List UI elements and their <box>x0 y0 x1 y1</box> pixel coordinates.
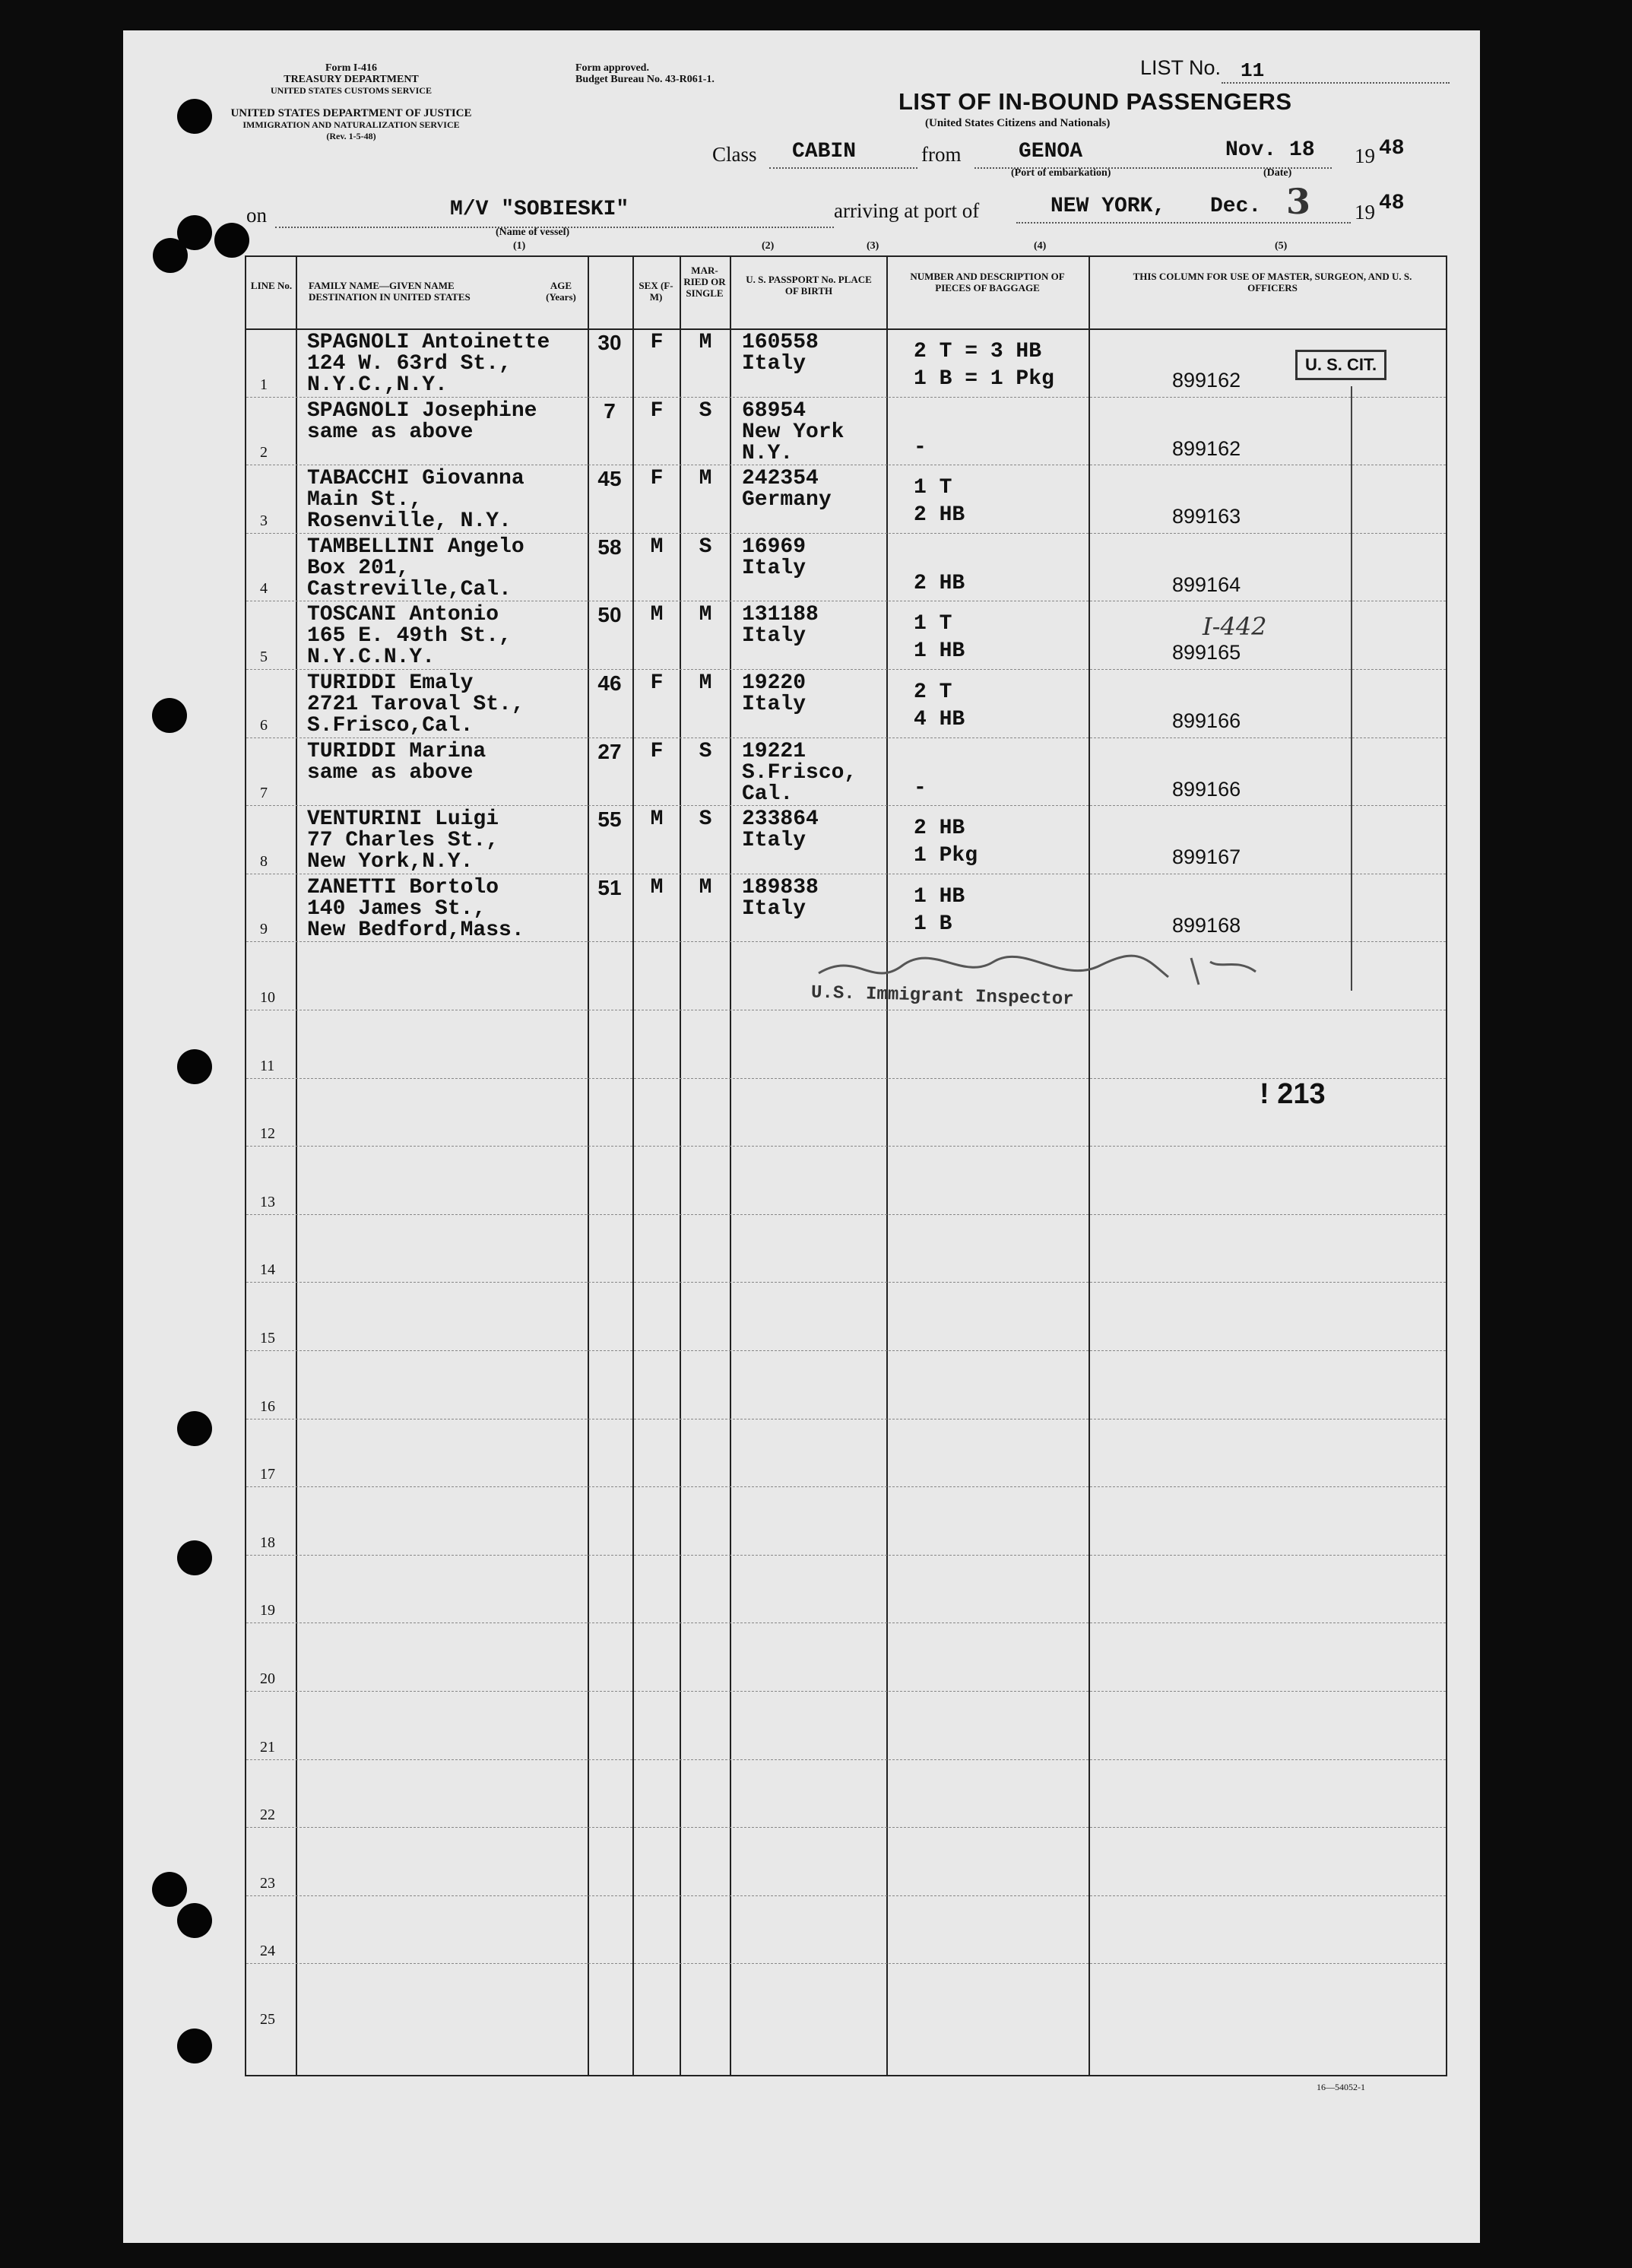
passport-number: 16969 <box>742 534 806 559</box>
line-number: 1 <box>260 376 268 393</box>
col-num-5: (5) <box>1275 240 1288 252</box>
passenger-marital-status: M <box>699 875 712 899</box>
page-subtitle: (United States Citizens and Nationals) <box>925 117 1111 129</box>
passenger-sex: M <box>650 603 664 627</box>
line-number: 4 <box>260 580 268 598</box>
line-number: 8 <box>260 852 268 870</box>
place-of-birth: Germany <box>742 488 832 512</box>
line-number: 9 <box>260 921 268 938</box>
officer-number: 899166 <box>1172 777 1241 801</box>
date-note: (Date) <box>1263 167 1292 179</box>
passenger-address-city: Castreville,Cal. <box>307 577 512 601</box>
arriving-label: arriving at port of <box>834 199 980 222</box>
ins-label: IMMIGRATION AND NATURALIZATION SERVICE <box>242 119 460 130</box>
arrival-month: Dec. <box>1210 195 1262 218</box>
customs-label: UNITED STATES CUSTOMS SERVICE <box>271 85 432 96</box>
binder-hole <box>152 698 187 733</box>
passenger-address: 124 W. 63rd St., <box>307 352 512 376</box>
baggage-line-2: 1 B <box>914 912 952 936</box>
class-line <box>769 167 917 169</box>
passenger-name: SPAGNOLI Antoinette <box>307 331 550 354</box>
officer-number: 899163 <box>1172 505 1241 528</box>
officer-number: 899168 <box>1172 913 1241 937</box>
passenger-address: 2721 Taroval St., <box>307 693 524 716</box>
line-number: 14 <box>260 1261 275 1279</box>
row-rule <box>246 1282 1446 1283</box>
passenger-marital-status: S <box>699 807 712 832</box>
officer-number: 899162 <box>1172 369 1241 392</box>
passenger-marital-status: S <box>699 398 712 423</box>
baggage-line-2: 2 HB <box>914 503 965 528</box>
line-number: 22 <box>260 1806 275 1824</box>
col-divider-married <box>730 257 731 2075</box>
line-number: 17 <box>260 1466 275 1483</box>
passenger-age: 58 <box>597 534 622 559</box>
row-rule <box>246 1214 1446 1215</box>
passenger-marital-status: M <box>699 331 712 354</box>
officer-number: 899165 <box>1172 641 1241 665</box>
inspector-stamp: U.S. Immigrant Inspector <box>810 982 1074 1010</box>
row-rule <box>246 1895 1446 1896</box>
passenger-address-city: N.Y.C.N.Y. <box>307 646 436 670</box>
row-rule <box>246 805 1446 806</box>
row-rule <box>246 1963 1446 1964</box>
baggage-line-2: - <box>914 435 927 459</box>
baggage-line-2: 2 HB <box>914 571 965 595</box>
arrival-day: 3 <box>1286 181 1311 222</box>
passport-number: 19220 <box>742 671 806 695</box>
baggage-line-2: 1 HB <box>914 639 965 664</box>
arrival-port: NEW YORK, <box>1051 195 1166 218</box>
passenger-name: TURIDDI Emaly <box>307 671 474 695</box>
line-number: 16 <box>260 1397 275 1415</box>
line-number: 7 <box>260 785 268 802</box>
baggage-line-1: 1 T <box>914 476 952 500</box>
passenger-name: ZANETTI Bortolo <box>307 875 499 899</box>
passport-number: 19221 <box>742 739 806 763</box>
passenger-age: 46 <box>597 671 622 695</box>
arrival-year: 48 <box>1379 192 1405 215</box>
place-of-birth: Italy <box>742 896 806 921</box>
binder-hole <box>177 1049 212 1084</box>
year-prefix-2: 19 <box>1355 201 1375 224</box>
passenger-sex: F <box>650 467 664 491</box>
place-of-birth: Italy <box>742 556 806 580</box>
list-no-value: 11 <box>1241 59 1265 82</box>
passenger-sex: F <box>650 671 664 695</box>
line-number: 11 <box>260 1057 275 1074</box>
line-number: 13 <box>260 1193 275 1210</box>
place-of-birth-cont: N.Y. <box>742 441 794 465</box>
line-number: 6 <box>260 716 268 734</box>
binder-hole <box>177 2029 212 2063</box>
passport-number: 189838 <box>742 875 819 899</box>
col-num-2: (2) <box>762 240 775 252</box>
col-divider-baggage <box>1089 257 1090 2075</box>
passport-number: 242354 <box>742 467 819 491</box>
place-of-birth: Italy <box>742 829 806 853</box>
budget-label: Budget Bureau No. 43-R061-1. <box>575 74 715 85</box>
passenger-table <box>245 255 1447 2076</box>
col-num-1: (1) <box>513 240 526 252</box>
line-number: 25 <box>260 2011 275 2028</box>
passenger-address: same as above <box>307 420 474 444</box>
place-of-birth: Italy <box>742 693 806 716</box>
row-rule <box>246 1827 1446 1828</box>
revision-label: (Rev. 1-5-48) <box>326 131 376 141</box>
passenger-address: 77 Charles St., <box>307 829 499 853</box>
passenger-name: TURIDDI Marina <box>307 739 486 763</box>
list-no-label: LIST No. <box>1140 56 1222 79</box>
row-rule <box>246 1350 1446 1351</box>
row-rule <box>246 1622 1446 1623</box>
passenger-name: SPAGNOLI Josephine <box>307 398 537 423</box>
row-rule <box>246 1146 1446 1147</box>
handwritten-annotation: I-442 <box>1203 612 1267 641</box>
form-header-left <box>123 62 579 97</box>
binder-hole <box>177 1540 212 1575</box>
from-value: GENOA <box>1019 140 1083 163</box>
page-title: LIST OF IN-BOUND PASSENGERS <box>898 88 1292 115</box>
manifest-sheet <box>123 30 1480 2243</box>
passenger-age: 27 <box>597 739 622 763</box>
footer-code: 16—54052-1 <box>1317 2082 1365 2092</box>
form-number: Form I-416 <box>325 62 378 74</box>
row-rule <box>246 1555 1446 1556</box>
passenger-sex: F <box>650 331 664 354</box>
line-number: 12 <box>260 1125 275 1143</box>
passenger-age: 50 <box>597 603 622 627</box>
year-prefix: 19 <box>1355 144 1375 167</box>
officer-number: 899166 <box>1172 709 1241 732</box>
passenger-name: TOSCANI Antonio <box>307 603 499 627</box>
col-header-age: AGE (Years) <box>546 280 576 303</box>
passenger-age: 55 <box>597 807 622 832</box>
passenger-marital-status: M <box>699 671 712 695</box>
place-of-birth: Italy <box>742 624 806 649</box>
passenger-sex: M <box>650 875 664 899</box>
col-num-3: (3) <box>867 240 879 252</box>
departure-year: 48 <box>1379 137 1405 160</box>
list-no-line <box>1222 82 1450 84</box>
baggage-line-1: 2 T <box>914 680 952 704</box>
us-cit-stamp: U. S. CIT. <box>1295 350 1386 380</box>
passenger-address-city: New York,N.Y. <box>307 850 474 874</box>
baggage-line-1: 1 HB <box>914 884 965 909</box>
class-label: Class <box>712 143 757 166</box>
line-number: 19 <box>260 1602 275 1619</box>
form-approval <box>575 62 715 85</box>
passenger-address: Main St., <box>307 488 423 512</box>
col-header-passport: U. S. PASSPORT No. PLACE OF BIRTH <box>746 274 872 297</box>
vessel-note: (Name of vessel) <box>496 227 570 238</box>
passenger-address: same as above <box>307 760 474 785</box>
col-divider-passport <box>886 257 888 2075</box>
binder-hole <box>177 1903 212 1938</box>
col-header-name: FAMILY NAME—GIVEN NAME DESTINATION IN UNITED STATES <box>309 280 471 303</box>
passenger-address: 165 E. 49th St., <box>307 624 512 649</box>
passenger-sex: F <box>650 739 664 763</box>
passenger-age: 30 <box>597 331 622 354</box>
arrival-line <box>1016 222 1351 224</box>
passenger-age: 45 <box>597 467 622 491</box>
officer-number: 899167 <box>1172 845 1241 869</box>
stamp-bracket-line <box>1351 386 1352 991</box>
baggage-line-2: 1 Pkg <box>914 844 978 868</box>
line-number: 23 <box>260 1874 275 1892</box>
vessel-name: M/V "SOBIESKI" <box>450 198 629 221</box>
binder-hole <box>214 223 249 258</box>
col-divider-sex <box>680 257 681 2075</box>
page-number: ! 213 <box>1260 1078 1326 1110</box>
place-of-birth: Italy <box>742 352 806 376</box>
passenger-address-city: New Bedford,Mass. <box>307 918 524 942</box>
baggage-line-2: 4 HB <box>914 708 965 731</box>
passenger-address-city: Rosenville, N.Y. <box>307 509 512 534</box>
passenger-address: Box 201, <box>307 556 410 580</box>
binder-hole <box>153 238 188 273</box>
col-header-line: LINE No. <box>250 280 293 291</box>
binder-hole <box>177 99 212 134</box>
passport-number: 131188 <box>742 603 819 627</box>
class-value: CABIN <box>792 140 857 163</box>
baggage-line-1: 2 HB <box>914 817 965 841</box>
line-number: 21 <box>260 1738 275 1756</box>
approved-label: Form approved. <box>575 62 649 74</box>
from-label: from <box>921 143 962 166</box>
passenger-sex: M <box>650 534 664 559</box>
treasury-label: TREASURY DEPARTMENT <box>284 74 419 85</box>
passenger-address: 140 James St., <box>307 896 486 921</box>
line-number: 15 <box>260 1330 275 1347</box>
line-number: 3 <box>260 512 268 529</box>
col-divider-line <box>296 257 297 2075</box>
col-header-baggage: NUMBER AND DESCRIPTION OF PIECES OF BAGGAGE <box>910 271 1065 293</box>
line-number: 18 <box>260 1534 275 1551</box>
line-number: 10 <box>260 989 275 1006</box>
line-number: 5 <box>260 649 268 665</box>
row-rule <box>246 669 1446 670</box>
passenger-sex: M <box>650 807 664 832</box>
place-of-birth-cont: Cal. <box>742 782 794 806</box>
baggage-line-1: 2 T = 3 HB <box>914 340 1042 363</box>
baggage-line-1: 1 T <box>914 612 952 636</box>
passport-number: 68954 <box>742 398 806 423</box>
table-header-rule <box>246 328 1446 330</box>
place-of-birth: New York <box>742 420 845 444</box>
binder-hole <box>152 1872 187 1907</box>
line-number: 2 <box>260 444 268 462</box>
passenger-marital-status: S <box>699 534 712 559</box>
row-rule <box>246 1691 1446 1692</box>
passenger-name: VENTURINI Luigi <box>307 807 499 832</box>
line-number: 24 <box>260 1943 275 1960</box>
binder-hole <box>177 1411 212 1446</box>
justice-label: UNITED STATES DEPARTMENT OF JUSTICE <box>230 107 472 119</box>
col-header-sex: SEX (F-M) <box>639 280 673 303</box>
departure-date: Nov. 18 <box>1225 138 1315 162</box>
col-header-officers: THIS COLUMN FOR USE OF MASTER, SURGEON, AND U. S. OFFICERS <box>1133 271 1412 293</box>
baggage-line-2: 1 B = 1 Pkg <box>914 367 1054 391</box>
passenger-age: 7 <box>604 398 616 423</box>
col-divider-age <box>632 257 634 2075</box>
officer-number: 899162 <box>1172 436 1241 460</box>
passenger-name: TABACCHI Giovanna <box>307 467 524 491</box>
col-header-married: MAR-RIED OR SINGLE <box>683 265 726 299</box>
passenger-name: TAMBELLINI Angelo <box>307 534 524 559</box>
baggage-line-2: - <box>914 776 927 800</box>
row-rule <box>246 1486 1446 1487</box>
passport-number: 233864 <box>742 807 819 832</box>
row-rule <box>246 1759 1446 1760</box>
col-num-4: (4) <box>1034 240 1047 252</box>
passport-number: 160558 <box>742 331 819 354</box>
place-of-birth: S.Frisco, <box>742 760 857 785</box>
passenger-address-city: S.Frisco,Cal. <box>307 714 474 737</box>
officer-number: 899164 <box>1172 573 1241 596</box>
passenger-marital-status: M <box>699 603 712 627</box>
passenger-age: 51 <box>597 875 622 899</box>
passenger-marital-status: S <box>699 739 712 763</box>
on-label: on <box>246 204 267 227</box>
port-note: (Port of embarkation) <box>1011 167 1111 179</box>
line-number: 20 <box>260 1670 275 1687</box>
passenger-marital-status: M <box>699 467 712 491</box>
passenger-sex: F <box>650 398 664 423</box>
passenger-address-city: N.Y.C.,N.Y. <box>307 373 448 397</box>
col-divider-name <box>588 257 589 2075</box>
